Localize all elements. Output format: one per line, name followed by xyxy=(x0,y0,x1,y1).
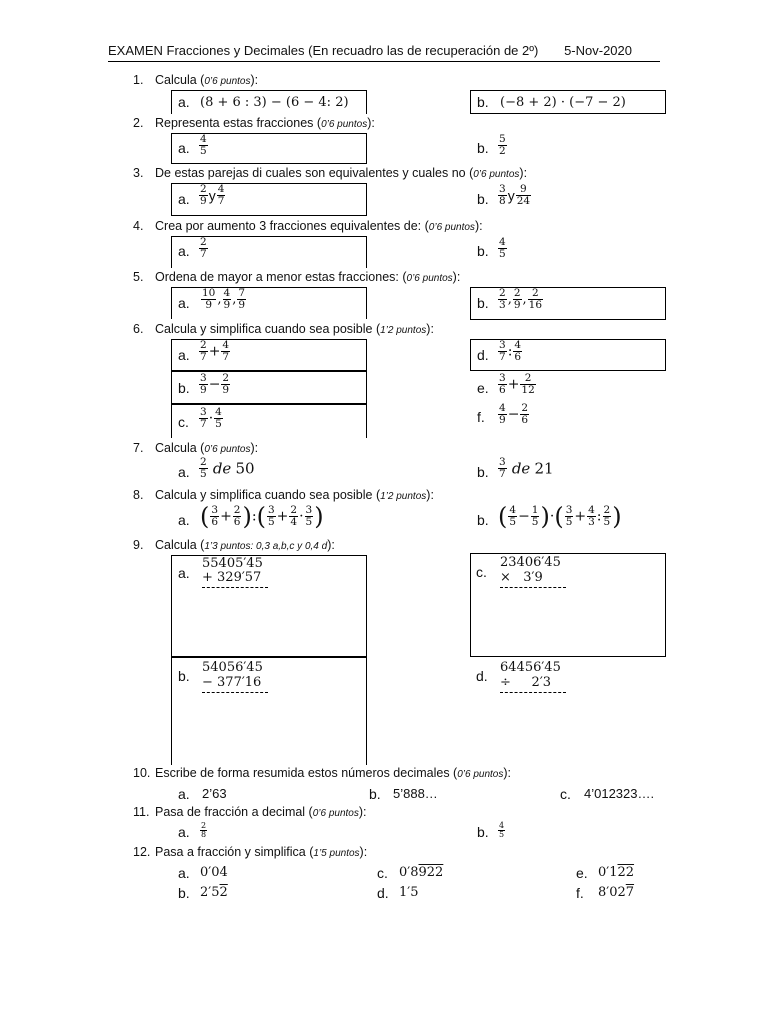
q6-d-label: d. xyxy=(477,347,489,363)
q10-a-label: a. xyxy=(178,786,190,802)
q9-b-line xyxy=(202,692,268,693)
page-header xyxy=(108,43,660,58)
q12-c-value: 0′8922 xyxy=(399,865,444,880)
q6-a-label: a. xyxy=(178,347,190,363)
q9-c-top: 23406′45 xyxy=(500,555,561,570)
q9-b-top: 54056′45 xyxy=(202,660,263,675)
q7-a-label: a. xyxy=(178,464,190,480)
q4-b-fraction: $\frac{4}{5}$ xyxy=(499,236,506,260)
q12-e-value: 0′122 xyxy=(598,865,635,880)
q9-d-line xyxy=(500,692,566,693)
question-12: 12. Pasa a fracción y simplifica (1’5 puntos): xyxy=(133,845,368,859)
q4-a-fraction: $\frac{2}{7}$ xyxy=(200,236,207,260)
question-1: 1. Calcula (0’6 puntos): xyxy=(133,73,259,87)
q12-f-label: f. xyxy=(576,885,584,901)
q6-f-label: f. xyxy=(477,409,485,425)
question-9: 9. Calcula (1’3 puntos: 0,3 a,b,c y 0,4 d): xyxy=(133,538,335,552)
q3-a-pair: $\frac{2}{9}$ y $\frac{4}{7}$ xyxy=(200,183,225,207)
q11-a-label: a. xyxy=(178,824,190,840)
q1-a-label: a. xyxy=(178,94,190,110)
q9-a-top: 55405′45 xyxy=(202,556,263,571)
q9-a-bottom: + 329′57 xyxy=(202,570,262,585)
q1-b-label: b. xyxy=(477,94,489,110)
q10-a-value: 2’63 xyxy=(202,786,227,801)
q10-b-label: b. xyxy=(369,786,381,802)
q12-a-value: 0′04 xyxy=(200,865,228,880)
q12-f-value: 8′027 xyxy=(598,885,635,900)
q7-b-label: b. xyxy=(477,464,489,480)
q6-b-label: b. xyxy=(178,380,190,396)
q3-b-label: b. xyxy=(477,191,489,207)
q2-a-label: a. xyxy=(178,140,190,156)
q10-b-value: 5’888… xyxy=(393,786,438,801)
exam-title: EXAMEN Fracciones y Decimales (En recuadro las de recuperación de 2º) xyxy=(108,43,539,58)
q3-b-pair: $\frac{3}{8}$ y $\frac{9}{24}$ xyxy=(499,183,531,207)
question-5: 5. Ordena de mayor a menor estas fracciones: (0’6 puntos): xyxy=(133,270,461,284)
question-3: 3. De estas parejas di cuales son equivalentes y cuales no (0’6 puntos): xyxy=(133,166,528,180)
q5-a-label: a. xyxy=(178,295,190,311)
q9-b-bottom: − 377′16 xyxy=(202,675,262,690)
q2-a-fraction: $\frac{4}{5}$ xyxy=(200,133,207,157)
q9-d-top: 64456′45 xyxy=(500,660,561,675)
q9-c-label: c. xyxy=(476,564,487,580)
q12-b-label: b. xyxy=(178,885,190,901)
q10-c-label: c. xyxy=(560,786,571,802)
q1-a-expr: (8 + 6 : 3) − (6 − 4: 2) xyxy=(200,95,349,110)
q7-b-expr: $\frac{3}{7}$ de 21 xyxy=(499,456,554,480)
question-4: 4. Crea por aumento 3 fracciones equivalentes de: (0’6 puntos): xyxy=(133,219,483,233)
q9-a-label: a. xyxy=(178,565,190,581)
question-11: 11. Pasa de fracción a decimal (0’6 puntos): xyxy=(133,805,367,819)
question-8: 8. Calcula y simplifica cuando sea posible (1’2 puntos): xyxy=(133,488,434,502)
q9-a-box xyxy=(171,555,367,657)
q5-a-list: $\frac{10}{9}$ , $\frac{4}{9}$ , $\frac{7}{9}$ xyxy=(202,287,246,311)
question-6: 6. Calcula y simplifica cuando sea posible (1’2 puntos): xyxy=(133,322,434,336)
q4-a-label: a. xyxy=(178,243,190,259)
q11-a-fraction: $\frac{2}{8}$ xyxy=(201,821,207,839)
q9-c-bottom: × 3′9 xyxy=(500,570,543,585)
question-2: 2. Representa estas fracciones (0’6 puntos): xyxy=(133,116,375,130)
exam-date: 5-Nov-2020 xyxy=(564,43,632,58)
q8-a-expr: ( $\frac{3}{6}$ + $\frac{2}{6}$ ):( $\frac{3}{5}$ + $\frac{2}{4}$ · $\frac{3}{5}$ ) xyxy=(200,502,324,531)
q5-b-label: b. xyxy=(477,295,489,311)
q4-b-label: b. xyxy=(477,243,489,259)
q6-f-expr: $\frac{4}{9}$ − $\frac{2}{6}$ xyxy=(499,402,529,426)
q6-e-label: e. xyxy=(477,380,489,396)
q9-a-line xyxy=(202,587,268,588)
q11-b-fraction: $\frac{4}{5}$ xyxy=(499,821,505,839)
q5-b-list: $\frac{2}{3}$ , $\frac{2}{9}$ , $\frac{2}{16}$ xyxy=(499,287,543,311)
q9-d-bottom: ÷ 2′3 xyxy=(500,675,552,690)
q9-c-line xyxy=(500,587,566,588)
q10-c-value: 4’012323…. xyxy=(584,786,655,801)
q6-e-expr: $\frac{3}{6}$ + $\frac{2}{12}$ xyxy=(499,372,535,396)
q12-a-label: a. xyxy=(178,865,190,881)
q11-b-label: b. xyxy=(477,824,489,840)
q12-e-label: e. xyxy=(576,865,588,881)
q6-c-expr: $\frac{3}{7}$ · $\frac{4}{5}$ xyxy=(200,406,222,430)
header-rule xyxy=(108,61,660,62)
q7-a-expr: $\frac{2}{5}$ de 50 xyxy=(200,456,255,480)
q3-a-label: a. xyxy=(178,191,190,207)
q2-b-label: b. xyxy=(477,140,489,156)
q12-c-label: c. xyxy=(377,865,388,881)
q9-b-label: b. xyxy=(178,668,190,684)
q1-b-expr: (−8 + 2) · (−7 − 2) xyxy=(500,95,626,110)
question-10: 10. Escribe de forma resumida estos números decimales (0’6 puntos): xyxy=(133,766,512,780)
q12-b-value: 2′52 xyxy=(200,885,228,900)
q9-d-label: d. xyxy=(476,668,488,684)
q2-b-fraction: $\frac{5}{2}$ xyxy=(499,133,506,157)
q9-b-box xyxy=(171,657,367,765)
q12-d-value: 1′5 xyxy=(399,885,419,900)
q12-d-label: d. xyxy=(377,885,389,901)
q6-c-label: c. xyxy=(178,414,189,430)
q8-b-label: b. xyxy=(477,512,489,528)
q6-a-expr: $\frac{2}{7}$ + $\frac{4}{7}$ xyxy=(200,339,230,363)
question-7: 7. Calcula (0’6 puntos): xyxy=(133,441,259,455)
q8-a-label: a. xyxy=(178,512,190,528)
q6-b-expr: $\frac{3}{9}$ − $\frac{2}{9}$ xyxy=(200,372,230,396)
q8-b-expr: ( $\frac{4}{5}$ − $\frac{1}{5}$ )·( $\frac{3}{5}$ + $\frac{4}{3}$ : $\frac{2}{5}$ ) xyxy=(498,502,622,531)
q6-d-expr: $\frac{3}{7}$ : $\frac{4}{6}$ xyxy=(499,339,522,363)
